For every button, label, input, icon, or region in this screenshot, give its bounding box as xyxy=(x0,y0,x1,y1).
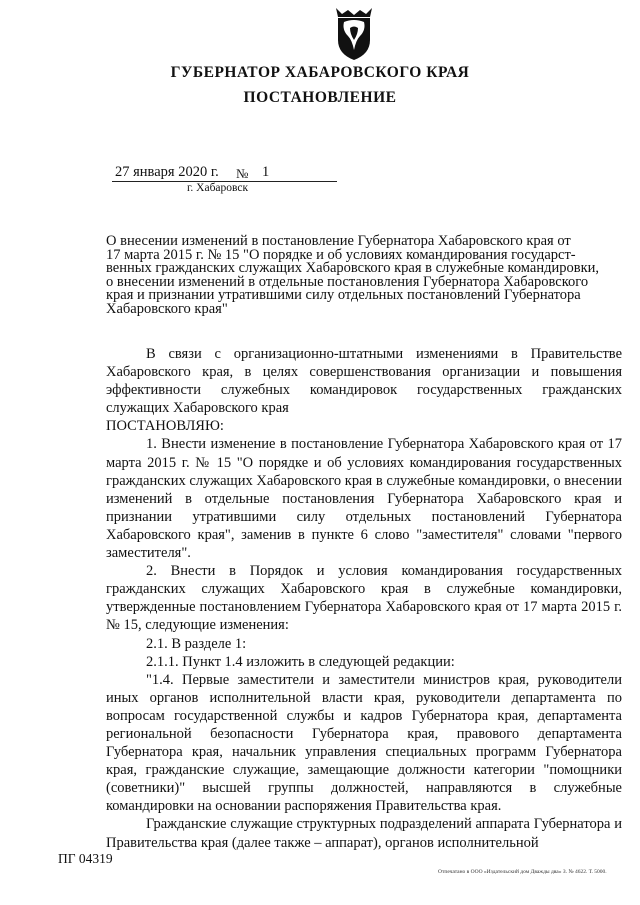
body-paragraph: 2. Внести в Порядок и условия командирования государственных гражданских служащих Хабаровского края в служебные командировки, утвержденные постановлением Губернатора Хабаровского края от 17 марта 2015 г. № 15, следующие изменения: xyxy=(106,563,622,634)
coat-of-arms-emblem xyxy=(330,6,378,64)
body-paragraph: 1. Внести изменение в постановление Губернатора Хабаровского края от 17 марта 2015 г. № 15 "О порядке и об условиях командирования государственных гражданских служащих Хабаровского края в служебные командировки, о внесении изменений в отдельные постановления Губернатора Хабаровского края и признании утратившими силу отдельных постановлений Губернатора Хабаровского края", заменив в пункте 6 слово "заместителя" словами "первого заместителя". xyxy=(106,436,622,562)
document-date: 27 января 2020 г. xyxy=(115,164,219,180)
document-number: 1 xyxy=(262,164,270,180)
subject-line: Хабаровского края" xyxy=(106,300,228,317)
document-subject xyxy=(106,235,622,317)
preamble-paragraph: В связи с организационно-штатными изменениями в Правительстве Хабаровского края, в целях совершенствования организации и повышения эффективности служебных командировок государственных гражданских служащих Хабаровского края xyxy=(106,346,622,417)
body-paragraph: Гражданские служащие структурных подразделений аппарата Губернатора и Правительства края (далее также – аппарат), органов исполнительной xyxy=(106,816,622,851)
date-number-line xyxy=(112,164,342,184)
body-paragraph: "1.4. Первые заместители и заместители министров края, руководители иных органов исполнительной власти края, руководители департамента по вопросам государственной службы и кадров Губернатора края, департамента региональной безопасности Губернатора края, правового департамента Губернатора края, начальник управления специальных программ Губернатора края, гражданские служащие, замещающие должности категории "помощники (советники)" высшей группы должностей, направляются в служебные командировки на основании распоряжения Правительства края. xyxy=(106,671,622,815)
document-type: ПОСТАНОВЛЕНИЕ xyxy=(243,89,397,106)
body-paragraph: 2.1. В разделе 1: xyxy=(146,635,247,652)
subject-line: 17 марта 2015 г. № 15 "О порядке и об условиях командирования государст- xyxy=(106,246,576,263)
subject-line: края и признании утратившими силу отдельных постановлений Губернатора xyxy=(106,287,581,304)
subject-line: О внесении изменений в постановление Губернатора Хабаровского края от xyxy=(106,233,571,249)
body-paragraph: 2.1.1. Пункт 1.4 изложить в следующей редакции: xyxy=(146,653,455,670)
number-sign: № xyxy=(236,166,249,181)
printer-imprint: Отпечатано в ООО «Издательский дом Дважды два» З. № 4622. Т. 5000. xyxy=(438,869,607,875)
subject-line: о внесении изменений в отдельные постановления Губернатора Хабаровского xyxy=(106,273,589,290)
form-code: ПГ 04319 xyxy=(58,851,113,866)
city: г. Хабаровск xyxy=(187,182,249,194)
document-body xyxy=(106,345,622,852)
decree-word: ПОСТАНОВЛЯЮ: xyxy=(106,418,224,435)
subject-line: венных гражданских служащих Хабаровского края в служебные командировки, xyxy=(106,260,599,277)
issuer-title: ГУБЕРНАТОР ХАБАРОВСКОГО КРАЯ xyxy=(170,64,470,81)
